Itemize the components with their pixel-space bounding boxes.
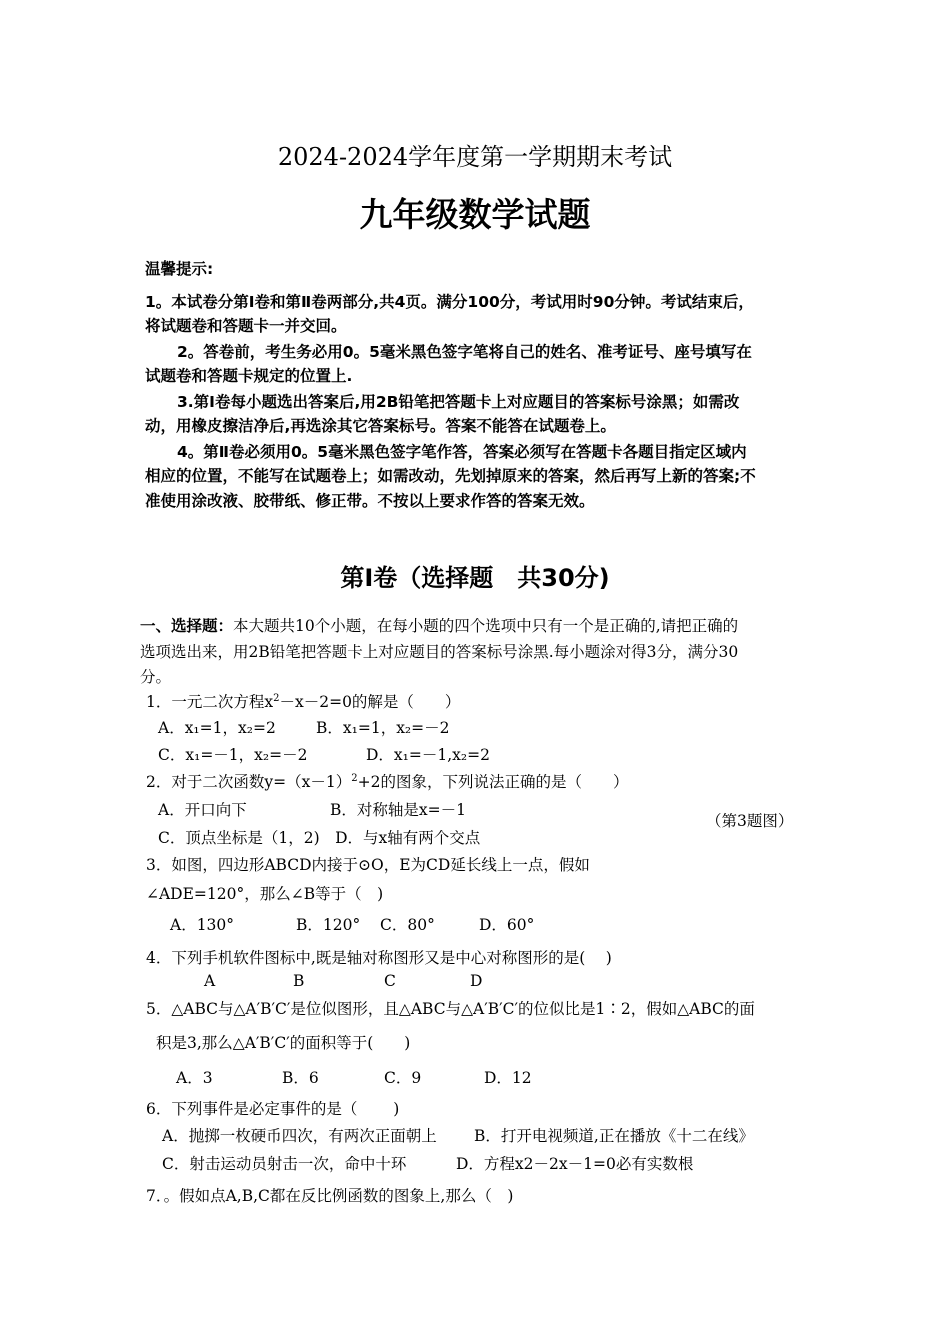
tip-line: 4。第Ⅱ卷必须用0。5毫米黑色签字笔作答，答案必须写在答题卡各题目指定区域内: [177, 443, 747, 461]
q3-option-c: C．80°: [380, 916, 435, 934]
question-2-text: 2．对于二次函数y=（x－1）: [146, 773, 352, 791]
question-1-text: 1．一元二次方程x: [146, 693, 274, 711]
question-2-text-tail: +2的图象，下列说法正确的是（ ）: [357, 773, 629, 791]
tip-line: 3.第Ⅰ卷每小题选出答案后,用2B铅笔把答题卡上对应题目的答案标号涂黑；如需改: [177, 393, 740, 411]
tip-line: 准使用涂改液、胶带纸、修正带。不按以上要求作答的答案无效。: [145, 492, 595, 510]
question-1-exponent: 2: [273, 692, 280, 704]
question-3-line1: 3．如图，四边形ABCD内接于⊙O，E为CD延长线上一点，假如: [146, 856, 590, 874]
question-5-line2: 积是3,那么△A′B′C′的面积等于( ): [156, 1034, 411, 1052]
part1-intro-line3: 分。: [140, 668, 172, 686]
q2-option-a: A．开口向下: [158, 801, 247, 819]
q5-option-a: A．3: [176, 1069, 213, 1087]
tip-line: 试题卷和答题卡规定的位置上.: [145, 367, 353, 385]
section-title: 第Ⅰ卷（选择题 共30分): [340, 564, 610, 592]
exam-title: 2024-2024学年度第一学期期末考试: [277, 143, 673, 171]
q6-option-d: D．方程x2－2x－1=0必有实数根: [456, 1155, 694, 1173]
figure-3-caption: （第3题图）: [706, 812, 794, 830]
q1-option-d: D．x₁=－1,x₂=2: [366, 746, 490, 764]
part1-label: 一、选择题：: [140, 617, 234, 635]
q4-option-b: B: [293, 972, 305, 990]
tip-line: 1。本试卷分第Ⅰ卷和第Ⅱ卷两部分,共4页。满分100分，考试用时90分钟。考试结束后，: [145, 293, 754, 311]
q4-option-a: A: [204, 972, 216, 990]
q2-option-cd: C．顶点坐标是（1，2) D．与x轴有两个交点: [158, 829, 481, 847]
question-7: 7．。假如点A,B,C都在反比例函数的图象上,那么（ ): [146, 1187, 514, 1205]
question-1-text-tail: －x－2=0的解是（ ）: [279, 693, 461, 711]
q5-option-c: C．9: [384, 1069, 422, 1087]
q3-option-a: A．130°: [170, 916, 235, 934]
tip-line: 将试题卷和答题卡一并交回。: [145, 317, 347, 335]
question-4: 4．下列手机软件图标中,既是轴对称图形又是中心对称图形的是( ): [146, 949, 612, 967]
question-1: [146, 690, 460, 712]
question-5-line1: 5．△ABC与△A′B′C′是位似图形，且△ABC与△A′B′C′的位似比是1∶2，假如△ABC的面: [146, 1000, 755, 1018]
q1-option-a: A．x₁=1，x₂=2: [158, 719, 276, 737]
tips-heading: 温馨提示:: [145, 260, 214, 278]
q5-option-d: D．12: [484, 1069, 532, 1087]
subject-title: 九年级数学试题: [359, 195, 591, 234]
q6-option-b: B．打开电视频道,正在播放《十二在线》: [474, 1127, 754, 1145]
q1-option-b: B．x₁=1，x₂=－2: [316, 719, 450, 737]
tip-line: 动，用橡皮擦洁净后,再选涂其它答案标号。答案不能答在试题卷上。: [145, 417, 616, 435]
q5-option-b: B．6: [282, 1069, 319, 1087]
q1-option-c: C．x₁=－1，x₂=－2: [158, 746, 308, 764]
question-6: 6．下列事件是必定事件的是（ ): [146, 1100, 400, 1118]
question-2-exponent: 2: [351, 772, 358, 784]
part1-intro-text: 本大题共10个小题，在每小题的四个选项中只有一个是正确的,请把正确的: [233, 617, 739, 635]
tip-line: 相应的位置，不能写在试题卷上；如需改动，先划掉原来的答案，然后再写上新的答案;不: [145, 467, 756, 485]
q4-option-d: D: [470, 972, 483, 990]
q6-option-a: A．抛掷一枚硬币四次，有两次正面朝上: [162, 1127, 437, 1145]
q3-option-b: B．120°: [296, 916, 361, 934]
question-2: [146, 770, 628, 792]
q2-option-b: B．对称轴是x=－1: [330, 801, 466, 819]
question-3-line2: ∠ADE=120°，那么∠B等于（ ): [146, 885, 384, 903]
tip-line: 2。答卷前，考生务必用0。5毫米黑色签字笔将自己的姓名、准考证号、座号填写在: [177, 343, 752, 361]
q4-option-c: C: [384, 972, 396, 990]
part1-intro-line1: [140, 614, 738, 636]
q6-option-c: C．射击运动员射击一次，命中十环: [162, 1155, 407, 1173]
part1-intro-line2: 选项选出来，用2B铅笔把答题卡上对应题目的答案标号涂黑.每小题涂对得3分，满分30: [140, 643, 739, 661]
q3-option-d: D．60°: [479, 916, 535, 934]
